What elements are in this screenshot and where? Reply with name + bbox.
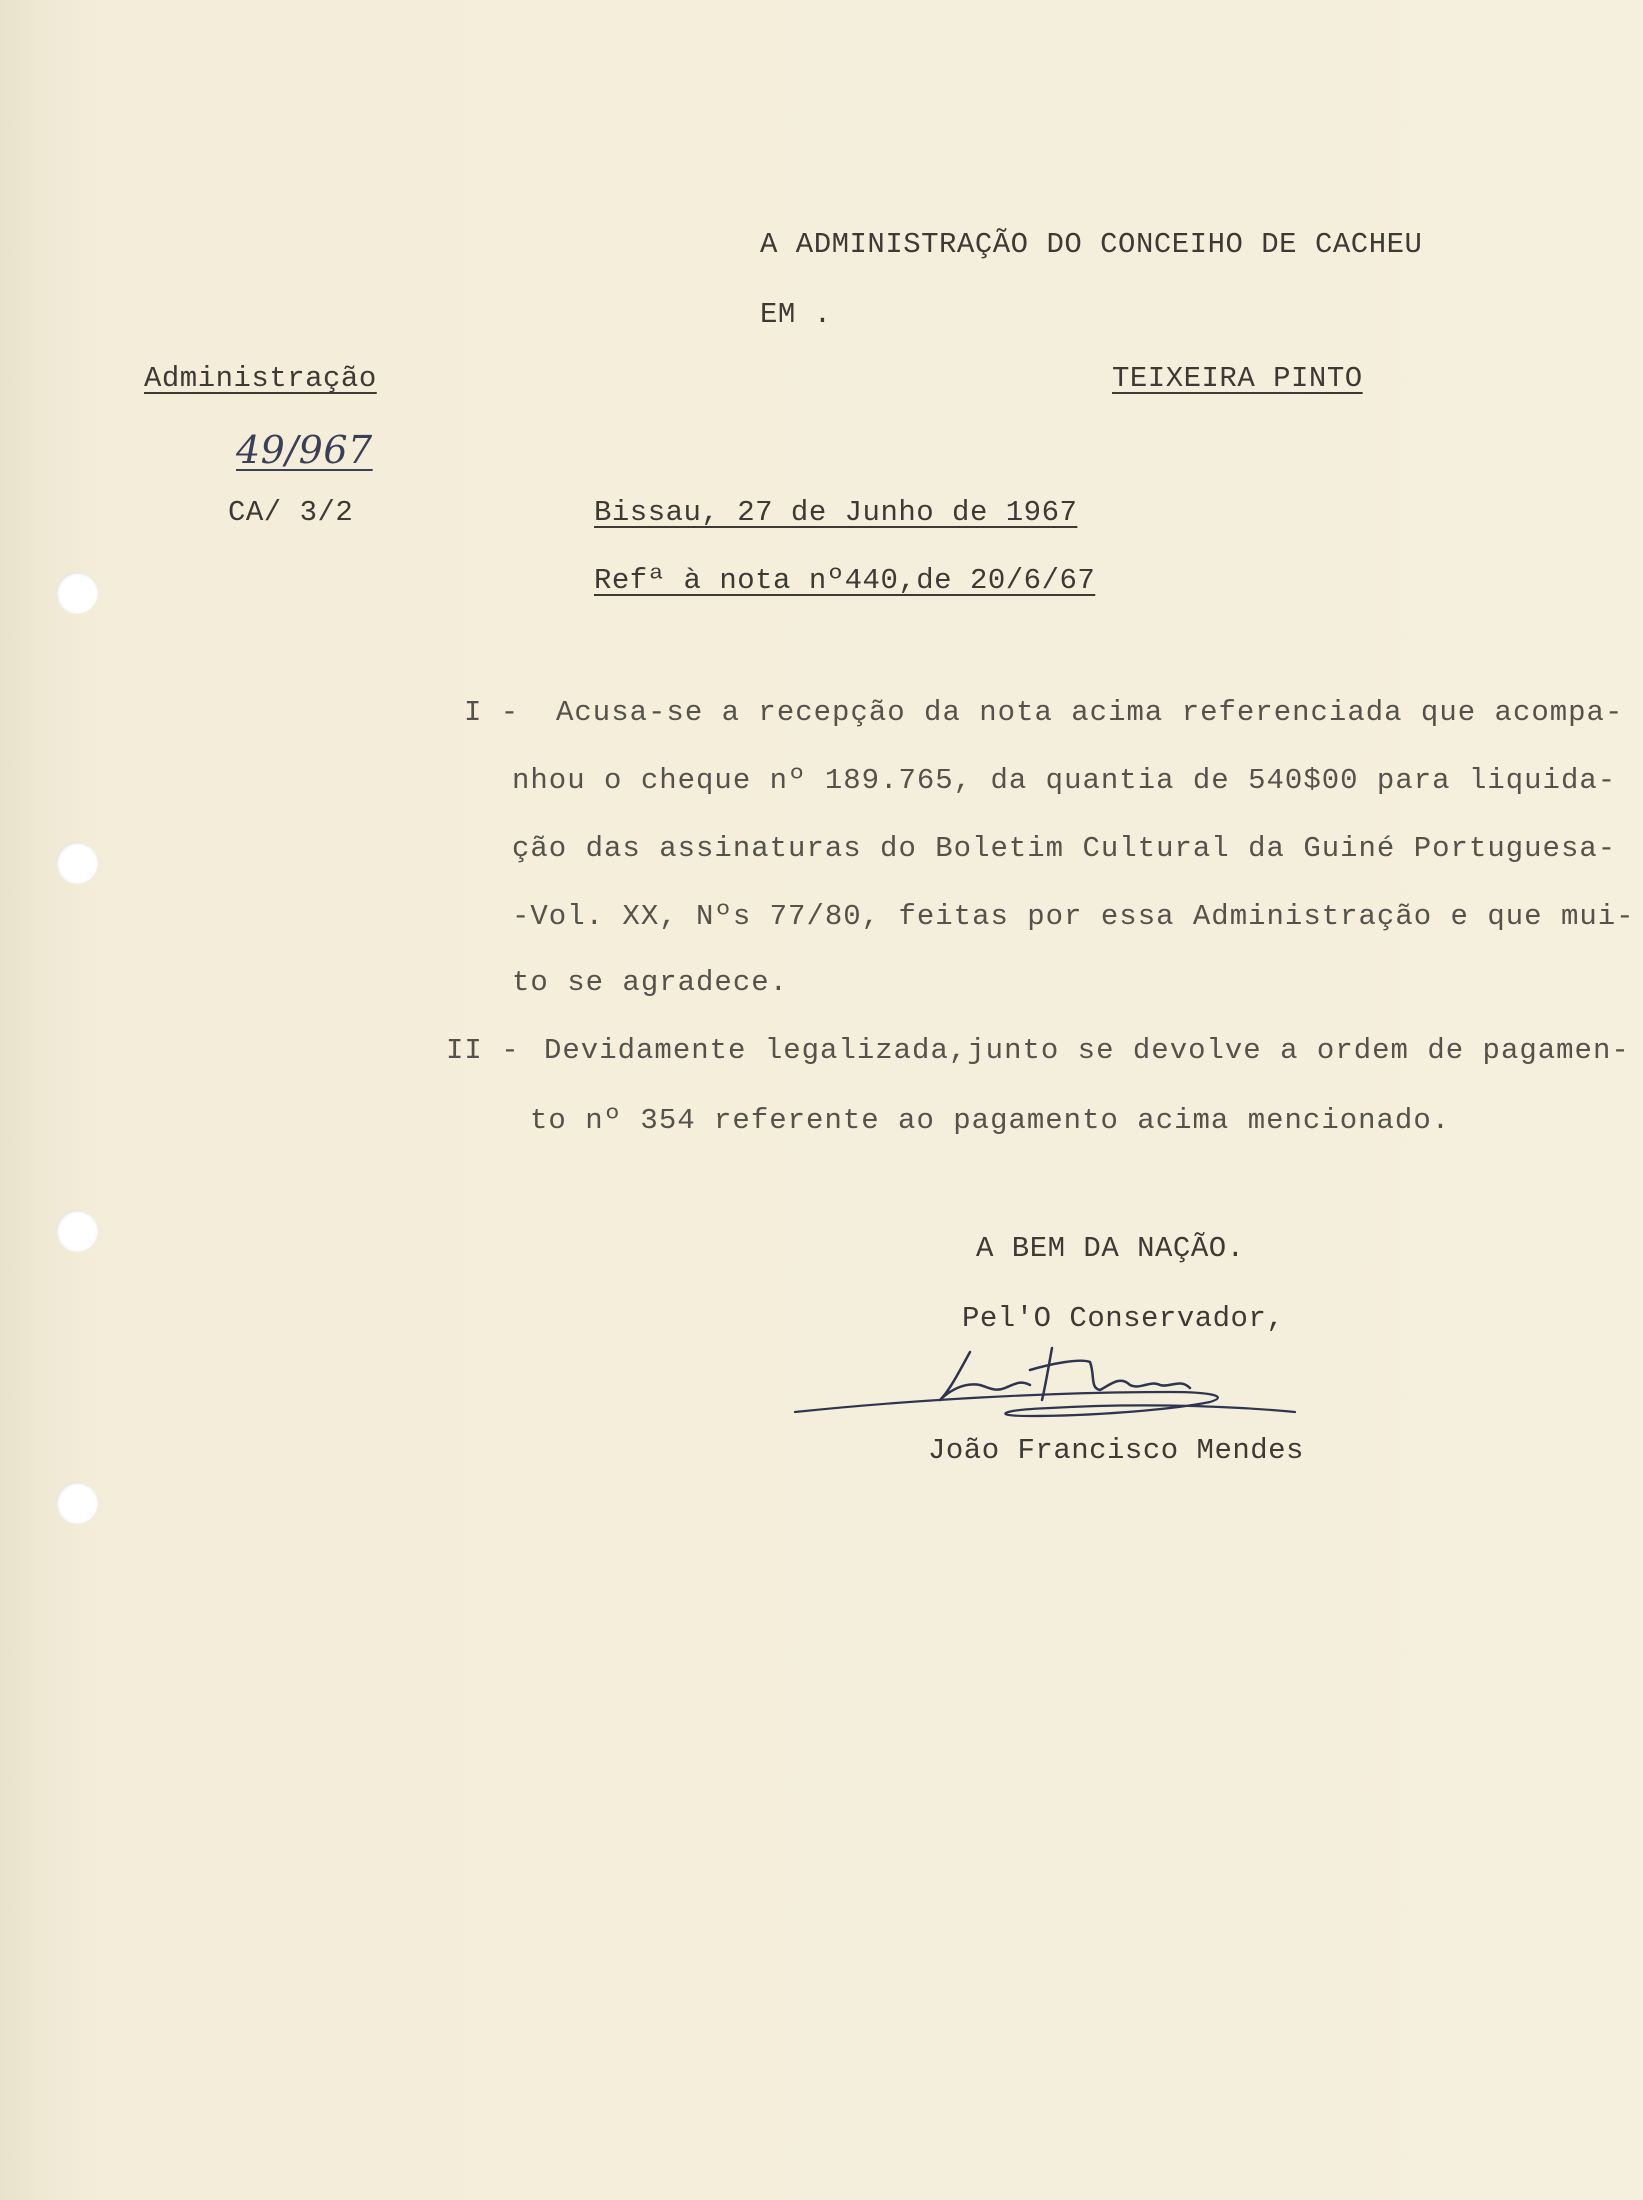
paragraph-1-line: ção das assinaturas do Boletim Cultural da Guiné Portuguesa- [512,832,1617,865]
paragraph-1-marker: I - [464,696,520,729]
recipient-line-2: EM . [760,298,832,331]
handwritten-signature [790,1330,1310,1430]
paragraph-2-marker: II - [446,1034,520,1067]
punch-hole [56,842,98,884]
signatory-role: Pel'O Conservador, [962,1302,1285,1335]
punch-hole [56,572,98,614]
reference-code: CA/ 3/2 [228,496,354,529]
punch-hole [56,1482,98,1524]
recipient-place: TEIXEIRA PINTO [1112,362,1363,395]
paragraph-1-line: Acusa-se a recepção da nota acima referenciada que acompa- [556,696,1624,729]
letter-date: Bissau, 27 de Junho de 1967 [594,496,1078,529]
paragraph-1-line: to se agradece. [512,966,789,999]
closing-salutation: A BEM DA NAÇÃO. [976,1232,1245,1265]
paragraph-1-line: nhou o cheque nº 189.765, da quantia de 540$00 para liquida- [512,764,1617,797]
signatory-name: João Francisco Mendes [928,1434,1304,1467]
recipient-line-1: A ADMINISTRAÇÃO DO CONCEIHO DE CACHEU [760,228,1423,261]
letter-reference: Refª à nota nº440,de 20/6/67 [594,564,1096,597]
reference-number: 49/967 [236,428,373,472]
paragraph-1-line: -Vol. XX, Nºs 77/80, feitas por essa Administração e que mui- [512,900,1635,933]
department-label: Administração [144,362,377,395]
paragraph-2-line: Devidamente legalizada,junto se devolve a ordem de pagamen- [544,1034,1630,1067]
punch-hole [56,1210,98,1252]
paragraph-2-line: to nº 354 referente ao pagamento acima mencionado. [530,1104,1451,1137]
